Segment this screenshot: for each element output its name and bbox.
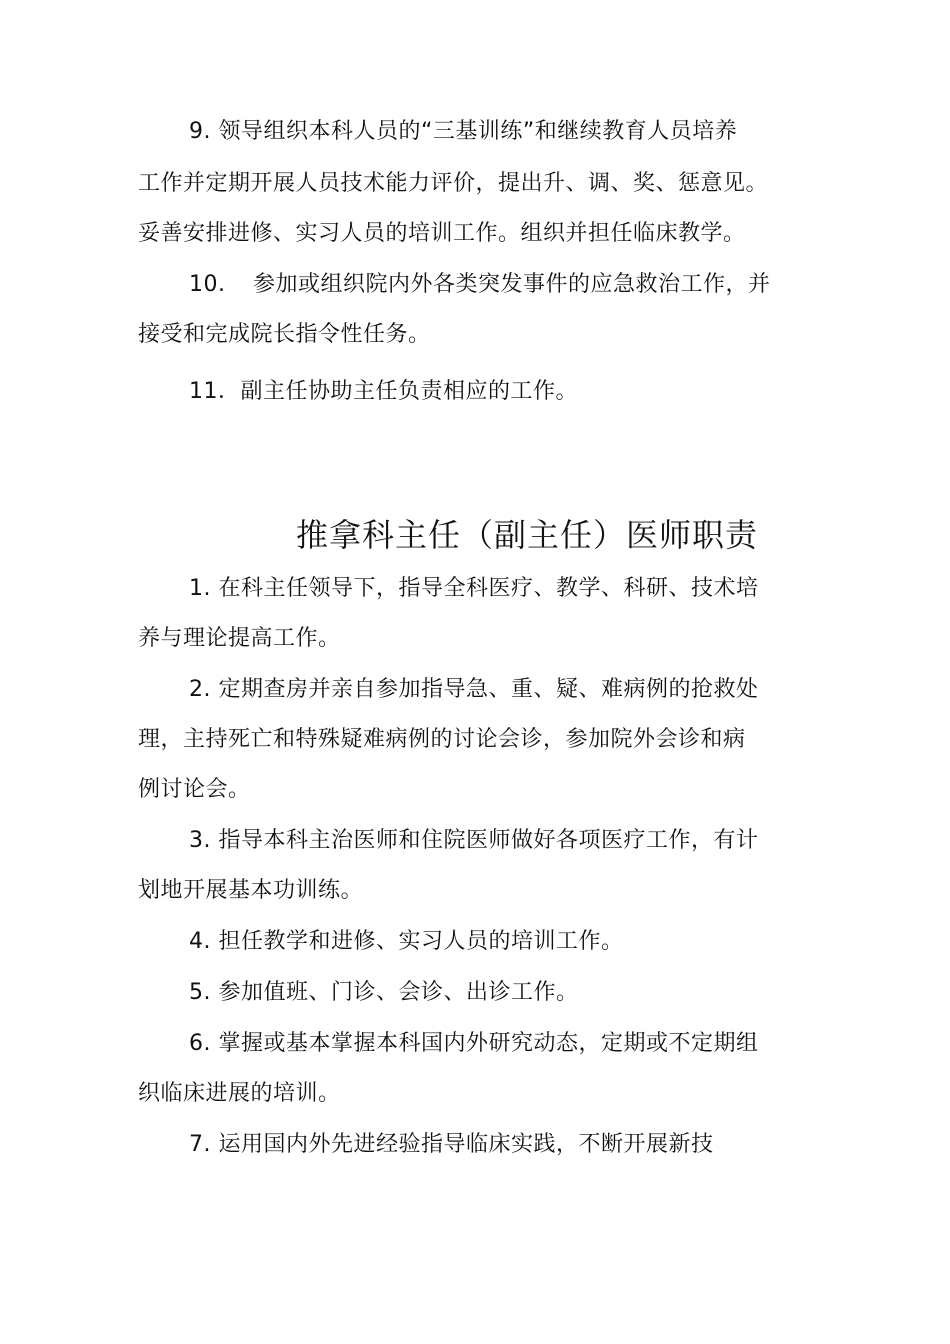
item6-line2: 织临床进展的培训。 <box>138 1081 341 1106</box>
item5-line1: 5. 参加值班、门诊、会诊、出诊工作。 <box>189 980 579 1005</box>
item2-line3: 例讨论会。 <box>138 777 251 802</box>
item3-line1: 3. 指导本科主治医师和住院医师做好各项医疗工作，有计 <box>189 828 759 853</box>
item6-line1: 6. 掌握或基本掌握本科国内外研究动态，定期或不定期组 <box>189 1031 759 1056</box>
item11-line1: 11．副主任协助主任负责相应的工作。 <box>189 379 578 404</box>
item9-line1: 9. 领导组织本科人员的“三基训练”和继续教育人员培养 <box>189 119 738 144</box>
item1-line1: 1. 在科主任领导下，指导全科医疗、教学、科研、技术培 <box>189 576 759 601</box>
item2-line1: 2. 定期查房并亲自参加指导急、重、疑、难病例的抢救处 <box>189 677 759 702</box>
item2-line2: 理，主持死亡和特殊疑难病例的讨论会诊，参加院外会诊和病 <box>138 727 746 752</box>
item9-line2: 工作并定期开展人员技术能力评价，提出升、调、奖、惩意见。 <box>138 171 769 196</box>
item10-number: 10. <box>189 272 226 297</box>
item9-line3: 妥善安排进修、实习人员的培训工作。组织并担任临床教学。 <box>138 221 746 246</box>
item4-line1: 4. 担任教学和进修、实习人员的培训工作。 <box>189 929 624 954</box>
section-title: 推拿科主任（副主任）医师职责 <box>296 516 759 554</box>
item7-line1: 7. 运用国内外先进经验指导临床实践，不断开展新技 <box>189 1132 714 1157</box>
item3-line2: 划地开展基本功训练。 <box>138 878 364 903</box>
item10-line2: 接受和完成院长指令性任务。 <box>138 322 431 347</box>
item1-line2: 养与理论提高工作。 <box>138 626 341 651</box>
item10-line1: 参加或组织院内外各类突发事件的应急救治工作，并 <box>253 272 771 297</box>
